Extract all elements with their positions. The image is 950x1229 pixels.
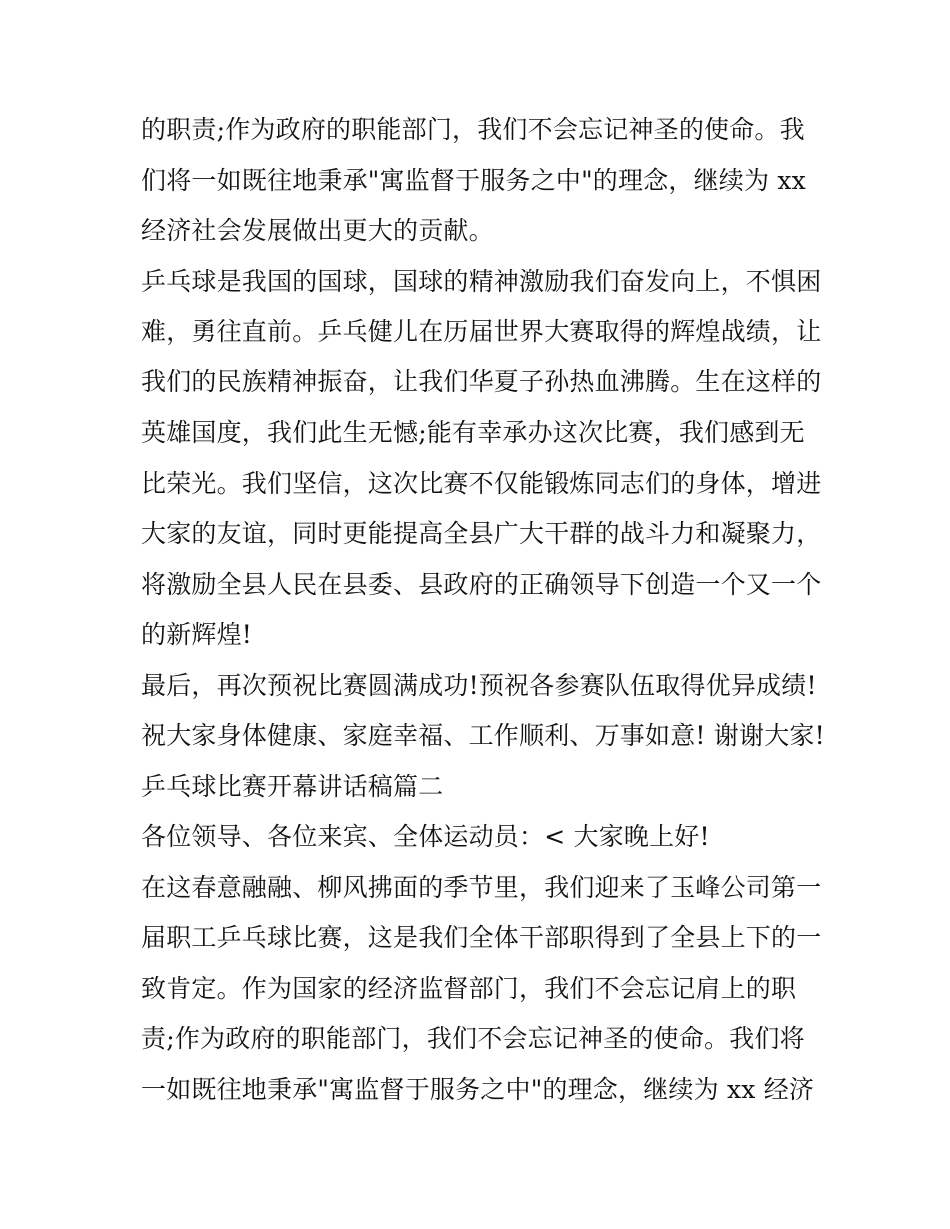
- text-line: 的职责;作为政府的职能部门，我们不会忘记神圣的使命。我: [141, 115, 805, 144]
- text-line: 我们的民族精神振奋，让我们华夏子孙热血沸腾。生在这样的: [141, 367, 822, 396]
- text-line: 各位领导、各位来宾、全体运动员：< 大家晚上好!: [141, 822, 710, 851]
- text-line: 比荣光。我们坚信，这次比赛不仅能锻炼同志们的身体，增进: [141, 469, 822, 498]
- text-line: 难，勇往直前。乒乓健儿在历届世界大赛取得的辉煌战绩，让: [141, 317, 822, 346]
- text-line: 最后，再次预祝比赛圆满成功!预祝各参赛队伍取得优异成绩!: [141, 671, 817, 700]
- text-line: 将激励全县人民在县委、县政府的正确领导下创造一个又一个: [141, 570, 822, 599]
- text-line: 责;作为政府的职能部门，我们不会忘记神圣的使命。我们将: [141, 1024, 805, 1053]
- text-line: 乒乓球是我国的国球，国球的精神激励我们奋发向上，不惧困: [141, 267, 822, 296]
- text-line: 一如既往地秉承"寓监督于服务之中"的理念，继续为 xx 经济: [141, 1075, 815, 1104]
- text-line: 们将一如既往地秉承"寓监督于服务之中"的理念，继续为 xx: [141, 166, 806, 195]
- text-line: 在这春意融融、柳风拂面的季节里，我们迎来了玉峰公司第一: [141, 873, 822, 902]
- text-line: 祝大家身体健康、家庭幸福、工作顺利、万事如意! 谢谢大家!: [141, 721, 825, 750]
- text-line: 的新辉煌!: [141, 620, 253, 649]
- text-line: 大家的友谊，同时更能提高全县广大干群的战斗力和凝聚力，: [141, 519, 822, 548]
- text-line: 英雄国度，我们此生无憾;能有幸承办这次比赛，我们感到无: [141, 418, 805, 447]
- text-line: 经济社会发展做出更大的贡献。: [141, 216, 494, 245]
- text-line: 致肯定。作为国家的经济监督部门，我们不会忘记肩上的职: [141, 974, 797, 1003]
- section-heading: 乒乓球比赛开幕讲话稿篇二: [141, 772, 444, 801]
- text-line: 届职工乒乓球比赛，这是我们全体干部职得到了全县上下的一: [141, 923, 822, 952]
